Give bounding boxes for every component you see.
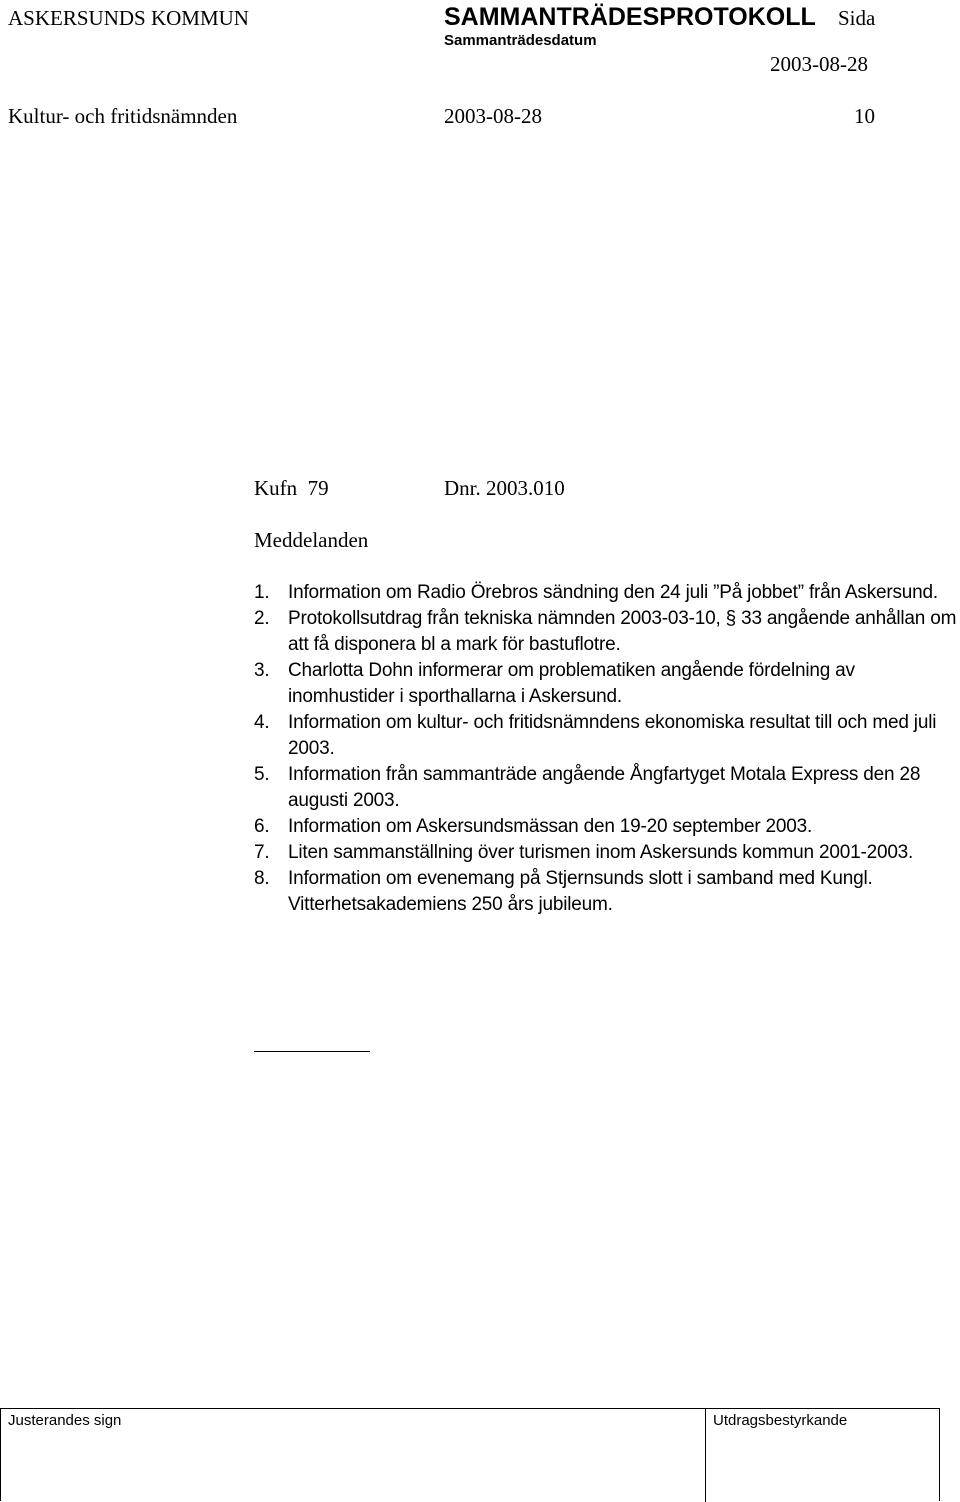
- meeting-date: 2003-08-28: [770, 52, 868, 76]
- paragraph-reference: Kufn 79: [254, 476, 329, 500]
- adjuster-signature-label: Justerandes sign: [8, 1412, 122, 1429]
- item-number: 2.: [254, 608, 270, 629]
- list-item: [254, 762, 960, 814]
- item-text: Liten sammanställning över turismen inom Askersunds kommun 2001-2003.: [288, 842, 914, 863]
- list-item: [254, 606, 960, 658]
- extract-certification-cell: [706, 1409, 939, 1502]
- item-number: 7.: [254, 842, 270, 863]
- item-text: Charlotta Dohn informerar om problematiken angående fördelning av inomhustider i sporthallarna i Askersund.: [288, 660, 855, 707]
- footer-signature-table: [0, 1408, 940, 1501]
- list-item: [254, 814, 960, 840]
- item-number: 5.: [254, 764, 270, 785]
- item-number: 8.: [254, 868, 270, 889]
- page-number: 10: [854, 104, 875, 128]
- extract-certification-label: Utdragsbestyrkande: [713, 1412, 848, 1429]
- list-item: [254, 580, 960, 606]
- list-item: [254, 866, 960, 918]
- item-text: Information om kultur- och fritidsnämndens ekonomiska resultat till och med juli 2003.: [288, 712, 937, 759]
- meeting-date-label: Sammanträdesdatum: [444, 32, 597, 49]
- municipality-name: ASKERSUNDS KOMMUN: [8, 6, 249, 30]
- item-text: Information från sammanträde angående Ångfartyget Motala Express den 28 augusti 2003.: [288, 764, 921, 811]
- announcement-list: [254, 580, 960, 918]
- list-item: [254, 658, 960, 710]
- section-heading: Meddelanden: [254, 528, 369, 552]
- item-text: Information om evenemang på Stjernsunds slott i samband med Kungl. Vitterhetsakademiens 250 års jubileum.: [288, 868, 873, 915]
- list-item: [254, 840, 960, 866]
- adjuster-signature-cell: [1, 1409, 706, 1502]
- list-item: [254, 710, 960, 762]
- diary-number: Dnr. 2003.010: [444, 476, 565, 500]
- committee-date: 2003-08-28: [444, 104, 542, 128]
- committee-name: Kultur- och fritidsnämnden: [8, 104, 238, 128]
- item-text: Protokollsutdrag från tekniska nämnden 2003-03-10, § 33 angående anhållan om att få disponera bl a mark för bastuflotre.: [288, 608, 957, 655]
- document-title: SAMMANTRÄDESPROTOKOLL: [444, 3, 816, 31]
- item-number: 6.: [254, 816, 270, 837]
- item-number: 3.: [254, 660, 270, 681]
- item-text: Information om Askersundsmässan den 19-20 september 2003.: [288, 816, 813, 837]
- item-text: Information om Radio Örebros sändning den 24 juli ”På jobbet” från Askersund.: [288, 582, 938, 603]
- page-label: Sida: [838, 6, 876, 30]
- item-number: 1.: [254, 582, 270, 603]
- separator-line: [254, 1051, 370, 1052]
- item-number: 4.: [254, 712, 270, 733]
